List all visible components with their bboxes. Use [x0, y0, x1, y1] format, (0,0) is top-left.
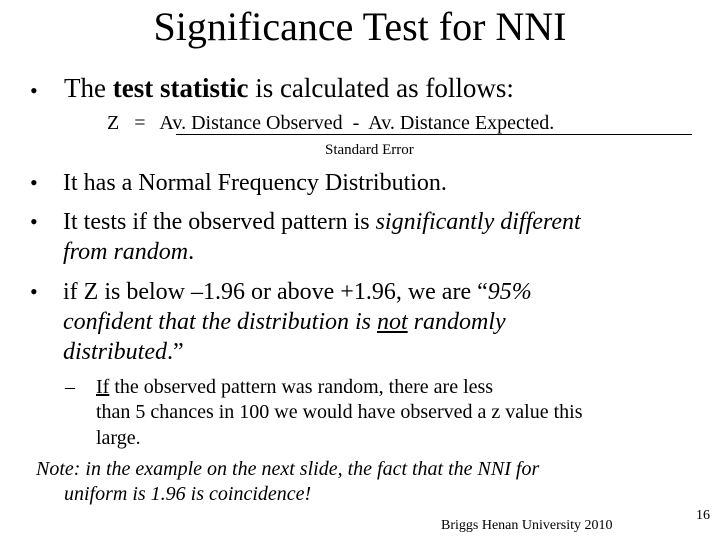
bullet4-line1-italic: 95%: [487, 279, 532, 305]
bullet-text: [64, 73, 514, 104]
footer-credit: Briggs Henan University 2010: [441, 518, 613, 533]
note-line1: Note: in the example on the next slide, the fact that the NNI for: [36, 458, 540, 480]
bullet-dot-icon: •: [30, 279, 38, 304]
slide-title: Significance Test for NNI: [153, 4, 567, 49]
sub-bullet-line2: than 5 chances in 100 we would have observed a z value this: [96, 401, 583, 423]
formula: [107, 111, 569, 135]
bullet3-line1-italic: significantly different: [375, 209, 581, 235]
bullet4-line3-post: .”: [167, 339, 184, 365]
sub-bullet-line3: large.: [96, 427, 141, 449]
bullet4-line1: [63, 277, 532, 307]
sub-bullet-text1: the observed pattern was random, there are less: [109, 376, 494, 398]
bullet-dot-icon: •: [30, 209, 38, 234]
bullet-dot-icon: •: [30, 78, 38, 103]
bullet3-line2-post: .: [188, 239, 195, 265]
bullet2-text: It has a Normal Frequency Distribution.: [63, 170, 447, 196]
fraction-bar: [176, 134, 692, 135]
bullet3-line1-pre: It tests if the observed pattern is: [63, 209, 376, 235]
note-line2: uniform is 1.96 is coincidence!: [64, 483, 312, 505]
bullet4-line3-italic: distributed: [63, 339, 168, 365]
bullet4-line2: [63, 307, 506, 337]
bullet1-bold: test statistic: [112, 73, 249, 103]
bullet4-line2-post: randomly: [407, 309, 506, 335]
bullet-dot-icon: •: [30, 170, 38, 195]
page-number: 16: [696, 508, 710, 523]
bullet4-line2-underlined: not: [377, 309, 408, 335]
bullet4-line3: [63, 337, 184, 367]
bullet1-pre: The: [64, 73, 113, 103]
bullet3-line2-italic: from random: [63, 239, 189, 265]
bullet4-line2-pre: confident that the distribution is: [63, 309, 377, 335]
bullet4-line1-pre: if Z is below –1.96 or above +1.96, we are “: [63, 279, 488, 305]
formula-denominator: Standard Error: [325, 142, 414, 158]
bullet1-post: is calculated as follows:: [248, 73, 514, 103]
sub-bullet-dash: –: [65, 376, 75, 398]
sub-bullet-underlined: If: [96, 376, 110, 398]
bullet3-line2: [63, 237, 194, 267]
formula-numerator: Av. Distance Observed - Av. Distance Expected.: [159, 112, 570, 134]
formula-lhs: Z =: [107, 112, 160, 134]
bullet3-line1: [63, 207, 581, 237]
sub-bullet-line1: [96, 374, 716, 400]
